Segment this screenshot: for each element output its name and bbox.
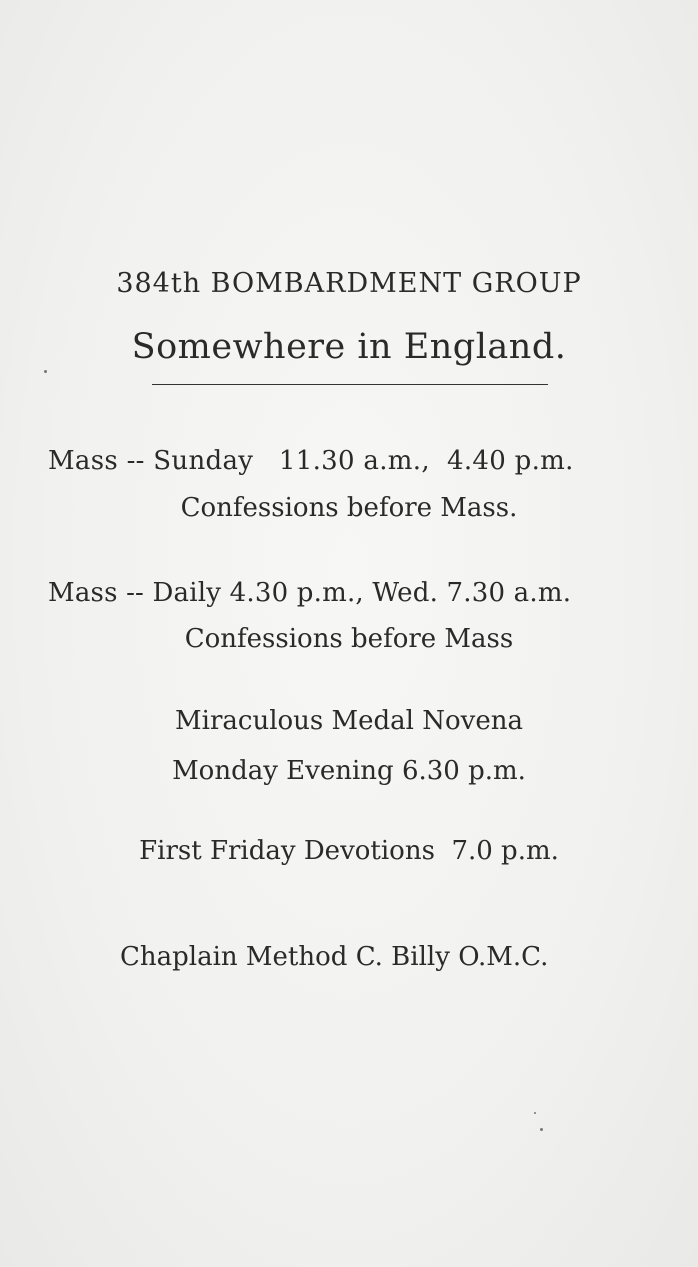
paper-speck: [540, 1128, 543, 1131]
paper-speck: [534, 1112, 536, 1114]
novena-time: Monday Evening 6.30 p.m.: [172, 756, 526, 786]
sunday-mass-line: Mass -- Sunday 11.30 a.m., 4.40 p.m.: [48, 446, 574, 476]
paper-speck: [44, 370, 47, 373]
sunday-confessions-line: Confessions before Mass.: [180, 493, 518, 523]
daily-confessions-line: Confessions before Mass: [184, 624, 514, 654]
novena-title: Miraculous Medal Novena: [175, 706, 523, 736]
heading-divider: [152, 384, 548, 385]
chaplain-line: Chaplain Method C. Billy O.M.C.: [120, 942, 549, 972]
first-friday-line: First Friday Devotions 7.0 p.m.: [139, 836, 559, 866]
group-heading: 384th BOMBARDMENT GROUP: [116, 268, 582, 299]
daily-mass-line: Mass -- Daily 4.30 p.m., Wed. 7.30 a.m.: [48, 578, 572, 608]
location-heading: Somewhere in England.: [131, 327, 567, 367]
